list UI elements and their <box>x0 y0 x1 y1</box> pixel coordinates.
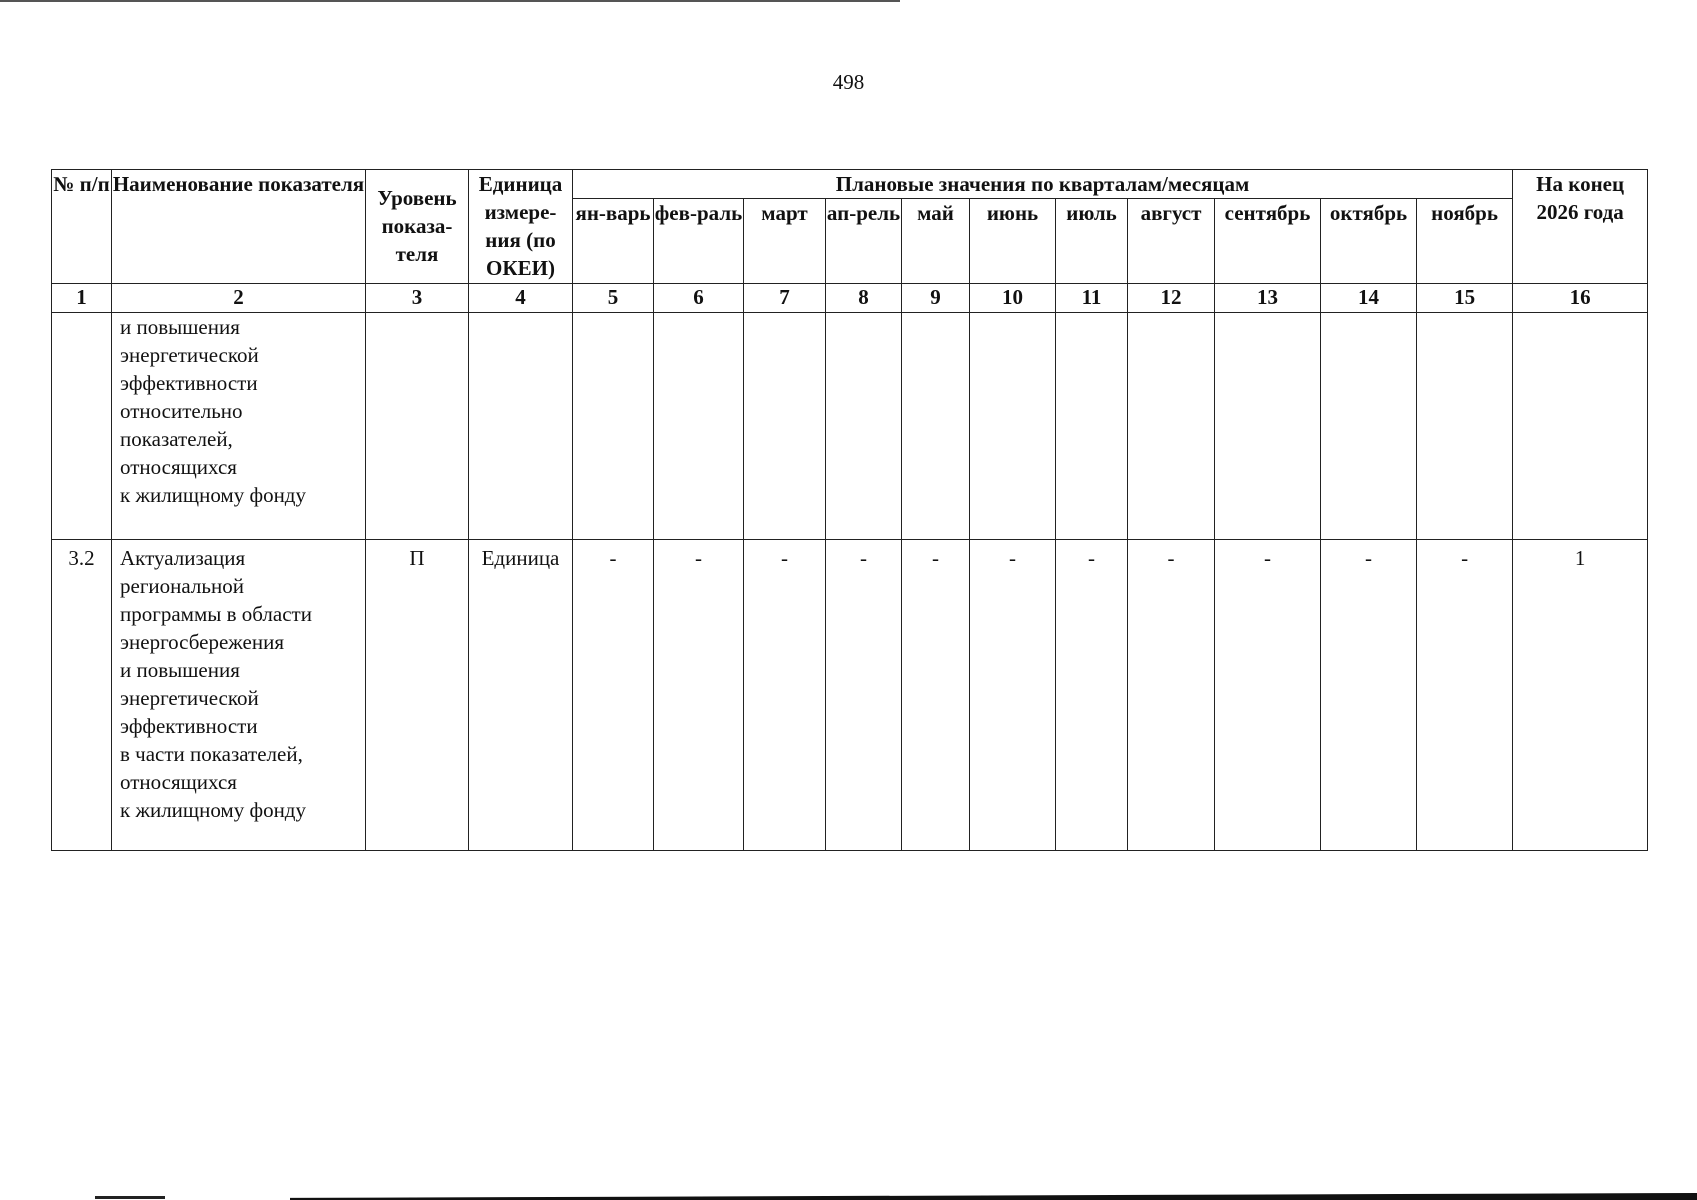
indicator-name-line: и повышения <box>120 315 240 339</box>
month-value <box>1215 313 1321 540</box>
indicator-name-line: энергетической <box>120 343 259 367</box>
month-value <box>1056 313 1128 540</box>
indicator-name-line: программы в области <box>120 602 312 626</box>
indicator-name <box>112 540 366 851</box>
month-value <box>1417 313 1513 540</box>
table-row <box>52 540 1648 851</box>
column-number: 3 <box>366 284 469 313</box>
column-number: 11 <box>1056 284 1128 313</box>
indicator-unit <box>469 313 573 540</box>
indicator-name-line: Актуализация <box>120 546 246 570</box>
column-number: 10 <box>970 284 1056 313</box>
header-name: Наименование показателя <box>112 170 366 284</box>
month-value: - <box>654 540 744 851</box>
indicator-name-line: эффективности <box>120 714 258 738</box>
header-month: июнь <box>970 199 1056 284</box>
indicator-name-line: региональной <box>120 574 244 598</box>
indicators-table <box>51 169 1648 851</box>
month-value <box>826 313 902 540</box>
column-number: 13 <box>1215 284 1321 313</box>
column-number: 5 <box>573 284 654 313</box>
header-month: октябрь <box>1321 199 1417 284</box>
month-value <box>573 313 654 540</box>
column-number: 6 <box>654 284 744 313</box>
indicator-name <box>112 313 366 540</box>
header-month: июль <box>1056 199 1128 284</box>
header-level: Уровень показа-теля <box>366 170 469 284</box>
end-of-year-value: 1 <box>1513 540 1648 851</box>
header-num: № п/п <box>52 170 112 284</box>
indicator-name-line: относящихся <box>120 770 237 794</box>
column-number: 15 <box>1417 284 1513 313</box>
column-numbers-row <box>52 284 1648 313</box>
month-value <box>1321 313 1417 540</box>
header-month: май <box>902 199 970 284</box>
header-end: На конец 2026 года <box>1513 170 1648 284</box>
indicator-name-line: к жилищному фонду <box>120 798 306 822</box>
header-month: август <box>1128 199 1215 284</box>
column-number: 2 <box>112 284 366 313</box>
indicator-unit: Единица <box>469 540 573 851</box>
scan-edge-bottom-left <box>95 1196 165 1199</box>
indicator-name-line: энергетической <box>120 686 259 710</box>
column-number: 1 <box>52 284 112 313</box>
column-number: 16 <box>1513 284 1648 313</box>
month-value: - <box>1321 540 1417 851</box>
month-value: - <box>902 540 970 851</box>
column-number: 4 <box>469 284 573 313</box>
row-number: 3.2 <box>52 540 112 851</box>
indicator-name-line: относящихся <box>120 455 237 479</box>
indicator-name-line: к жилищному фонду <box>120 483 306 507</box>
indicator-name-line: эффективности <box>120 371 258 395</box>
header-row-1 <box>52 170 1648 199</box>
indicator-name-line: и повышения <box>120 658 240 682</box>
header-month: фев-раль <box>654 199 744 284</box>
month-value: - <box>970 540 1056 851</box>
indicator-name-line: энергосбережения <box>120 630 285 654</box>
header-unit: Единица измере-ния (по ОКЕИ) <box>469 170 573 284</box>
month-value: - <box>1128 540 1215 851</box>
table-row <box>52 313 1648 540</box>
month-value <box>902 313 970 540</box>
month-value <box>654 313 744 540</box>
indicator-level: П <box>366 540 469 851</box>
month-value: - <box>1056 540 1128 851</box>
header-month: сентябрь <box>1215 199 1321 284</box>
scan-edge-top <box>0 0 900 2</box>
end-of-year-value <box>1513 313 1648 540</box>
indicator-level <box>366 313 469 540</box>
month-value: - <box>744 540 826 851</box>
month-value: - <box>826 540 902 851</box>
header-month: ян-варь <box>573 199 654 284</box>
scan-edge-bottom <box>290 1193 1697 1200</box>
column-number: 9 <box>902 284 970 313</box>
column-number: 14 <box>1321 284 1417 313</box>
indicator-name-line: относительно <box>120 399 243 423</box>
indicator-name-line: показателей, <box>120 427 233 451</box>
column-number: 8 <box>826 284 902 313</box>
month-value <box>1128 313 1215 540</box>
row-number <box>52 313 112 540</box>
month-value <box>744 313 826 540</box>
month-value: - <box>1417 540 1513 851</box>
header-month: ноябрь <box>1417 199 1513 284</box>
column-number: 12 <box>1128 284 1215 313</box>
header-month: март <box>744 199 826 284</box>
header-month: ап-рель <box>826 199 902 284</box>
indicator-name-line: в части показателей, <box>120 742 303 766</box>
month-value <box>970 313 1056 540</box>
month-value: - <box>1215 540 1321 851</box>
page-number: 498 <box>832 70 865 94</box>
month-value: - <box>573 540 654 851</box>
header-plan: Плановые значения по кварталам/месяцам <box>573 170 1513 199</box>
column-number: 7 <box>744 284 826 313</box>
